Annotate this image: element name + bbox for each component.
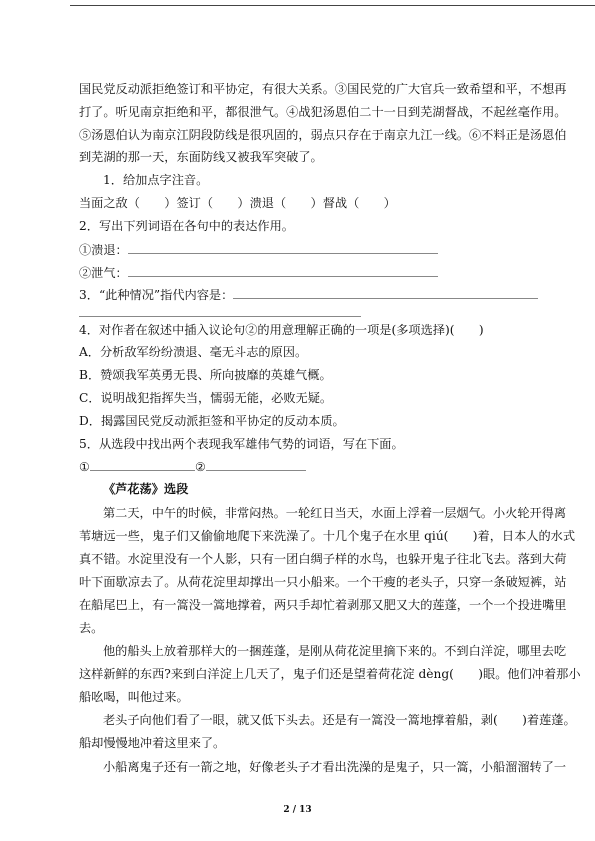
- text-line: 国民党反动派拒绝签订和平协定，有很大关系。③国民党的广大官兵一致希望和平，不想再: [79, 82, 567, 96]
- question-3-continuation: [79, 305, 361, 320]
- question-5: 5．从选段中找出两个表现我军雄伟气势的词语，写在下面。: [79, 437, 404, 451]
- text-line: 船吆喝，叫他过来。: [79, 690, 189, 704]
- answer-blank[interactable]: [90, 459, 195, 471]
- answer-blank[interactable]: [233, 287, 538, 299]
- option-d: D．揭露国民党反动派拒签和平协定的反动本质。: [79, 414, 345, 428]
- text-line: 打了。听见南京拒绝和平，都很泄气。④战犯汤恩伯二十一日到芜湖督战，不起丝毫作用。: [79, 105, 567, 119]
- text-line: 船却慢慢地冲着这里来了。: [79, 736, 226, 750]
- text-line: 老头子向他们看了一眼，就又低下头去。还是有一篙没一篙地撑着船，剥( )着莲蓬。: [103, 713, 576, 727]
- text-line: 去。: [79, 621, 104, 635]
- text-line: 到芜湖的那一天，东面防线又被我军突破了。: [79, 150, 323, 164]
- text-line: 小船离鬼子还有一箭之地，好像老头子才看出洗澡的是鬼子，只一篙，小船溜溜转了一: [103, 760, 567, 774]
- question-2-item-2: ②泄气：: [79, 265, 438, 280]
- section-title: 《芦花荡》选段: [103, 482, 189, 496]
- question-4: 4．对作者在叙述中插入议论句②的用意理解正确的一项是(多项选择)( ): [79, 323, 484, 337]
- question-1: 1．给加点字注音。: [103, 173, 209, 187]
- text-line: 他的船头上放着那样大的一捆莲蓬，是刚从荷花淀里摘下来的。不到白洋淀，哪里去吃: [103, 644, 567, 658]
- option-a: A．分析敌军纷纷溃退、毫无斗志的原因。: [79, 345, 308, 359]
- text-line: 叶下面歇凉去了。从荷花淀里却撑出一只小船来。一个干瘦的老头子，只穿一条破短裤，站: [79, 575, 567, 589]
- option-b: B．赞颂我军英勇无畏、所向披靡的英雄气概。: [79, 368, 332, 382]
- text-line: 苇塘远一些，鬼子们又偷偷地爬下来洗澡了。十几个鬼子在水里 qiú( )着，日本人的水式: [79, 529, 576, 543]
- header-rule: [70, 5, 595, 6]
- question-3: 3．“此种情况”指代内容是：: [79, 287, 538, 302]
- option-c: C．说明战犯指挥失当，懦弱无能，必败无疑。: [79, 391, 333, 405]
- answer-blank[interactable]: [128, 265, 438, 277]
- answer-blank[interactable]: [128, 242, 438, 254]
- question-2-item-1: ①溃退：: [79, 242, 438, 257]
- answer-blank[interactable]: [206, 459, 306, 471]
- page-number: 2 / 13: [283, 805, 312, 815]
- text-line: 这样新鲜的东西?来到白洋淀上几天了，鬼子们还是望着荷花淀 dèng( )眼。他们冲着那小: [79, 667, 581, 681]
- text-line: ⑤汤恩伯认为南京江阴段防线是很巩固的，弱点只存在于南京九江一线。⑥不料正是汤恩伯: [79, 128, 567, 142]
- question-5-answers: ① ②: [79, 459, 306, 474]
- text-line: 真不错。水淀里没有一个人影，只有一团白绸子样的水鸟，也躲开鬼子往北飞去。落到大荷: [79, 552, 567, 566]
- answer-blank[interactable]: [79, 305, 361, 317]
- question-2: 2．写出下列词语在各句中的表达作用。: [79, 219, 294, 233]
- question-1-items: 当面之敌（ ）签订（ ）溃退（ ）督战（ ）: [79, 196, 396, 210]
- text-line: 在船尾巴上，有一篙没一篙地撑着，两只手却忙着剥那又肥又大的莲蓬，一个一个投进嘴里: [79, 598, 567, 612]
- text-line: 第二天，中午的时候，非常闷热。一轮红日当天，水面上浮着一层烟气。小火轮开得离: [103, 506, 567, 520]
